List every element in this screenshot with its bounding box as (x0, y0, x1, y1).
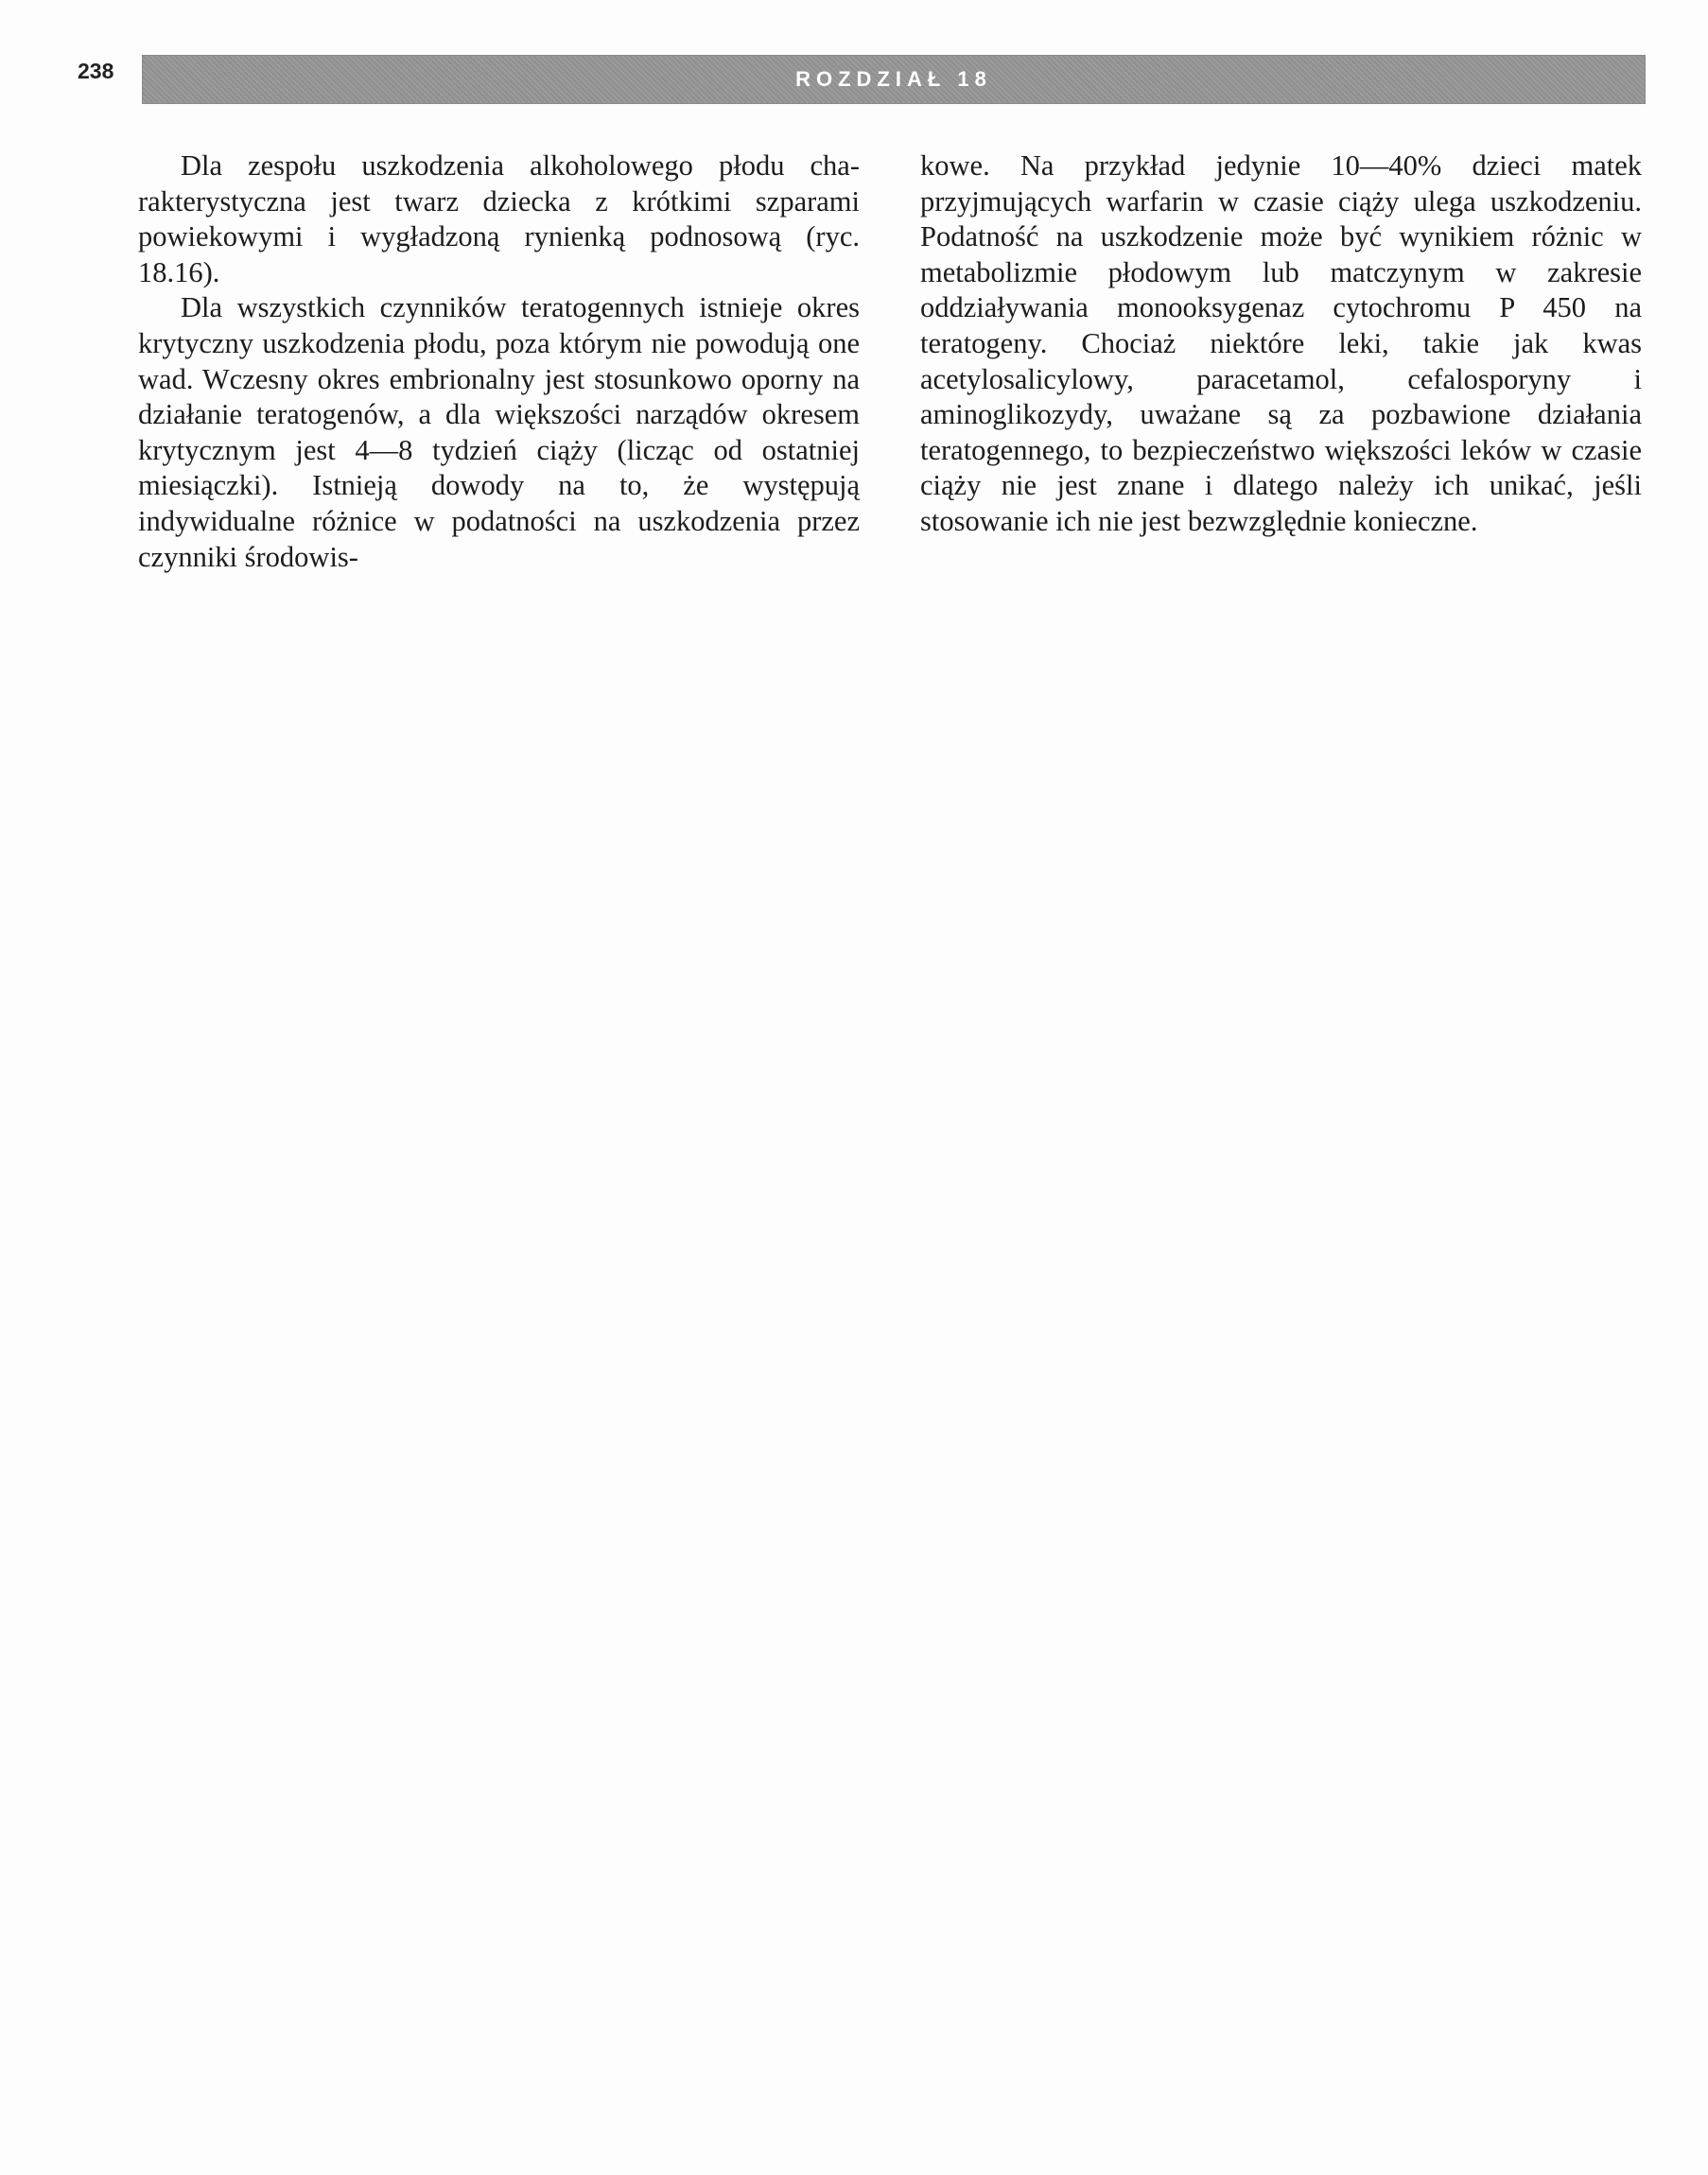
chapter-title: ROZDZIAŁ 18 (795, 67, 992, 91)
paragraph: Dla wszystkich czynników teratogennych istnieje okres krytyczny uszkodzenia płodu, poza którym nie powodują one wad. Wczesny okres embrionalny jest stosunkowo oporny na działanie teratogenów, a dla większości narządów okresem krytycznym jest 4—8 tydzień ciąży (licząc od ostatniej miesiączki). Istnieją dowody na to, że występują indywidualne różnice w podatności na uszkodzenia przez czynniki środowis- (138, 291, 860, 573)
right-text-column (920, 148, 1642, 540)
chapter-header-band (142, 55, 1646, 104)
left-text-column (138, 148, 860, 575)
paragraph: Dla zespołu uszkodzenia alkoholowego płodu charakterystyczna jest twarz dziecka z krótkimi szparami powiekowymi i wygładzoną rynienką podnosową (ryc. 18.16). (138, 149, 860, 288)
page-number: 238 (78, 59, 114, 83)
paragraph: kowe. Na przykład jedynie 10—40% dzieci matek przyjmujących warfarin w czasie ciąży ulega uszkodzeniu. Podatność na uszkodzenie może być wynikiem różnic w metabolizmie płodowym lub matczynym w zakresie oddziaływania monooksygenaz cytochromu P 450 na teratogeny. Chociaż niektóre leki, takie jak kwas acetylosalicylowy, paracetamol, cefalosporyny i aminoglikozydy, uważane są za pozbawione działania teratogennego, to bezpieczeństwo większości leków w czasie ciąży nie jest znane i dlatego należy ich unikać, jeśli stosowanie ich nie jest bezwzględnie konieczne. (920, 149, 1642, 537)
